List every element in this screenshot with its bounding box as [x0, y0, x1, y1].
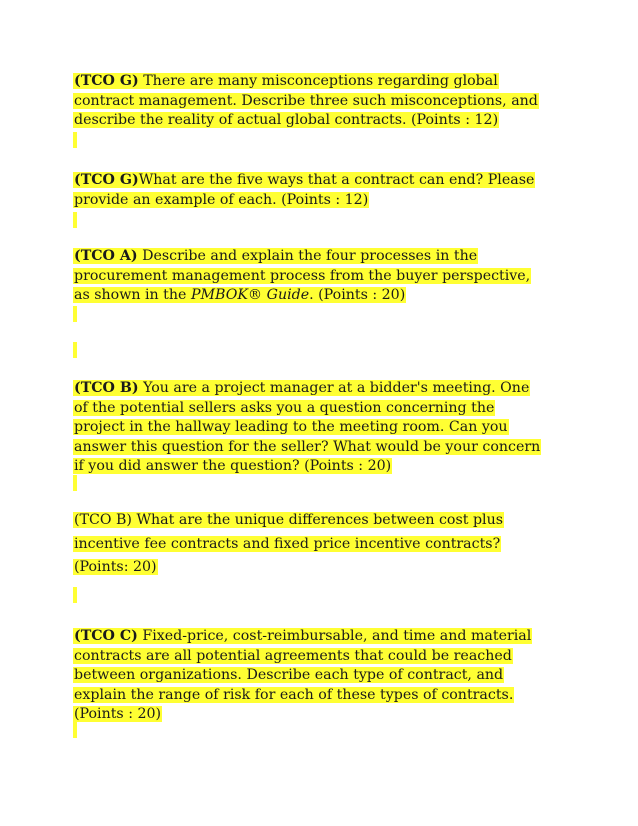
question-3	[73, 247, 543, 306]
text-cursor-marker	[73, 132, 77, 148]
question-3-italic: PMBOK® Guide	[190, 287, 310, 303]
question-6-text: Fixed-price, cost-reimbursable, and time and material contracts are all potential agreements that could be reached between organizations. Describe each type of contract, and explain the range of risk for each of these types of contracts. (Points : 20)	[74, 628, 532, 722]
question-5-text: (TCO B) What are the unique differences between cost plus incentive fee contracts and fixed price incentive contracts? (Points: 20)	[74, 512, 504, 575]
question-1	[73, 72, 543, 131]
question-4-text: You are a project manager at a bidder's meeting. One of the potential sellers asks you a question concerning the project in the hallway leading to the meeting room. Can you answer this question for the seller? What would be your concern if you did answer the question? (Points : 20)	[74, 380, 541, 474]
question-2	[73, 171, 543, 210]
question-3-tag: (TCO A)	[74, 248, 138, 264]
text-cursor-marker	[73, 212, 77, 228]
text-cursor-marker	[73, 306, 77, 322]
question-1-text: There are many misconceptions regarding global contract management. Describe three such misconceptions, and describe the reality of actual global contracts. (Points : 12)	[74, 73, 538, 128]
question-1-tag: (TCO G)	[74, 73, 139, 89]
question-2-text: What are the five ways that a contract can end? Please provide an example of each. (Points : 12)	[74, 172, 535, 208]
text-cursor-marker	[73, 342, 77, 358]
question-2-tag: (TCO G)	[74, 172, 139, 188]
text-cursor-marker	[73, 722, 77, 738]
question-6	[73, 627, 543, 725]
question-6-tag: (TCO C)	[74, 628, 138, 644]
text-cursor-marker	[73, 475, 77, 491]
question-3-text-after: . (Points : 20)	[309, 287, 406, 303]
question-4	[73, 379, 543, 477]
question-3-text-before: Describe and explain the four processes in the procurement management process from the buyer perspective, as shown in the	[74, 248, 531, 303]
question-5	[73, 509, 543, 580]
text-cursor-marker	[73, 587, 77, 603]
question-4-tag: (TCO B)	[74, 380, 139, 396]
